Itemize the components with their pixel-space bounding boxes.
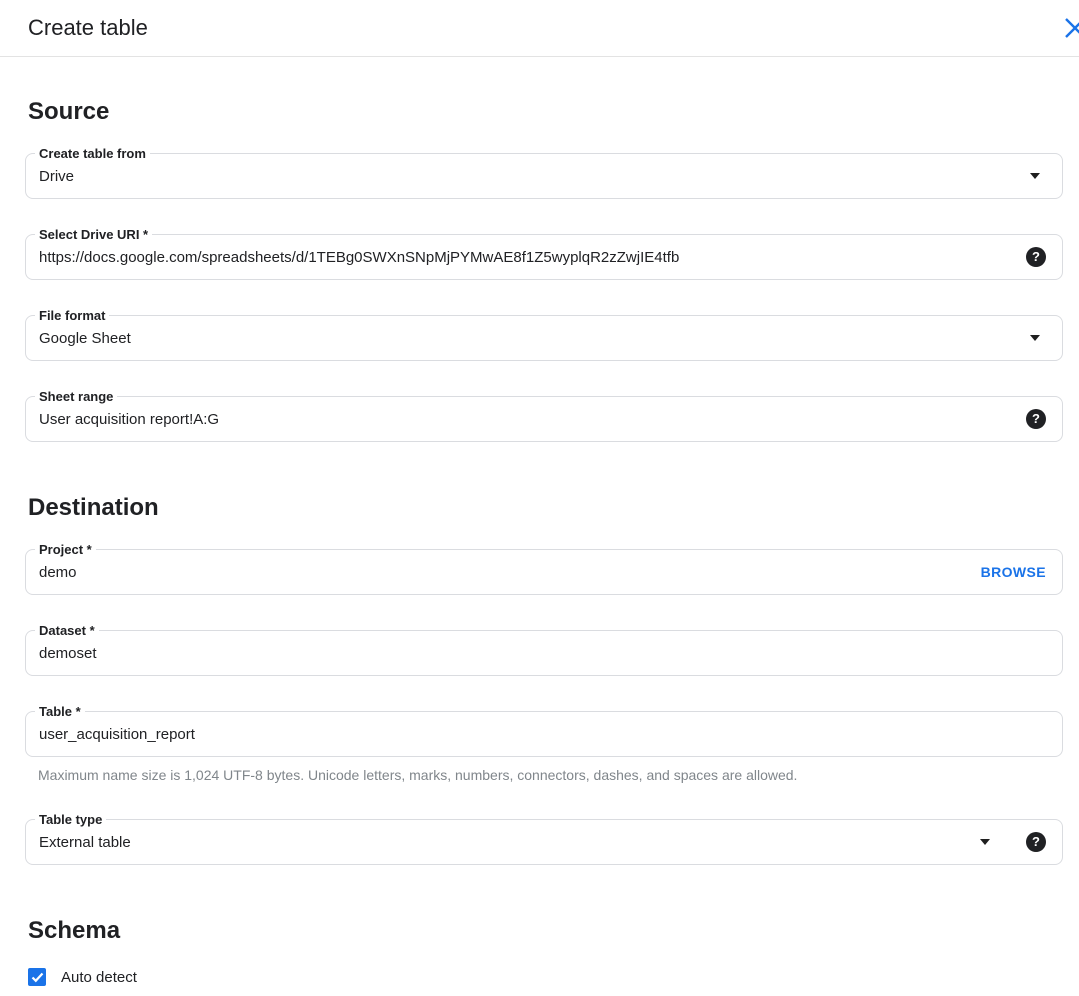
table-type-select[interactable] (25, 812, 1063, 865)
drive-uri-label: Select Drive URI * (35, 226, 152, 243)
help-icon[interactable]: ? (1026, 409, 1046, 429)
file-format-value: Google Sheet (39, 329, 131, 347)
chevron-down-icon (980, 839, 990, 845)
browse-button[interactable]: BROWSE (980, 564, 1046, 580)
table-input[interactable] (25, 704, 1063, 757)
help-icon[interactable]: ? (1026, 832, 1046, 852)
project-label: Project * (35, 541, 96, 558)
sheet-range-input[interactable] (25, 389, 1063, 442)
dialog-header (0, 0, 1079, 57)
project-input[interactable] (25, 542, 1063, 595)
chevron-down-icon (1030, 335, 1040, 341)
schema-section-heading: Schema (28, 917, 121, 944)
help-icon[interactable]: ? (1026, 247, 1046, 267)
close-icon[interactable] (1062, 15, 1079, 41)
file-format-label: File format (35, 307, 109, 324)
create-table-from-label: Create table from (35, 145, 150, 162)
project-value: demo (39, 563, 77, 581)
chevron-down-icon (1030, 173, 1040, 179)
file-format-select[interactable] (25, 308, 1063, 361)
create-table-from-value: Drive (39, 167, 75, 185)
table-type-label: Table type (35, 811, 106, 828)
source-section-heading: Source (28, 98, 110, 125)
page-title: Create table (28, 15, 148, 40)
dataset-value: demoset (39, 644, 97, 662)
auto-detect-label: Auto detect (61, 968, 137, 986)
auto-detect-row (28, 968, 1079, 986)
drive-uri-value: https://docs.google.com/spreadsheets/d/1TEBg0SWXnSNpMjPYMwAE8f1Z5wyplqR2zZwjIE4tfb (39, 248, 680, 266)
table-name-helper-text: Maximum name size is 1,024 UTF-8 bytes. Unicode letters, marks, numbers, connectors, dashes, and spaces are allowed. (38, 767, 798, 783)
sheet-range-label: Sheet range (35, 388, 117, 405)
auto-detect-checkbox[interactable] (28, 968, 46, 986)
sheet-range-value: User acquisition report!A:G (39, 410, 220, 428)
drive-uri-input[interactable] (25, 227, 1063, 280)
destination-section-heading: Destination (28, 494, 159, 521)
create-table-from-select[interactable] (25, 146, 1063, 199)
table-type-value: External table (39, 833, 131, 851)
dataset-label: Dataset * (35, 622, 99, 639)
table-value: user_acquisition_report (39, 725, 195, 743)
dataset-input[interactable] (25, 623, 1063, 676)
table-label: Table * (35, 703, 85, 720)
